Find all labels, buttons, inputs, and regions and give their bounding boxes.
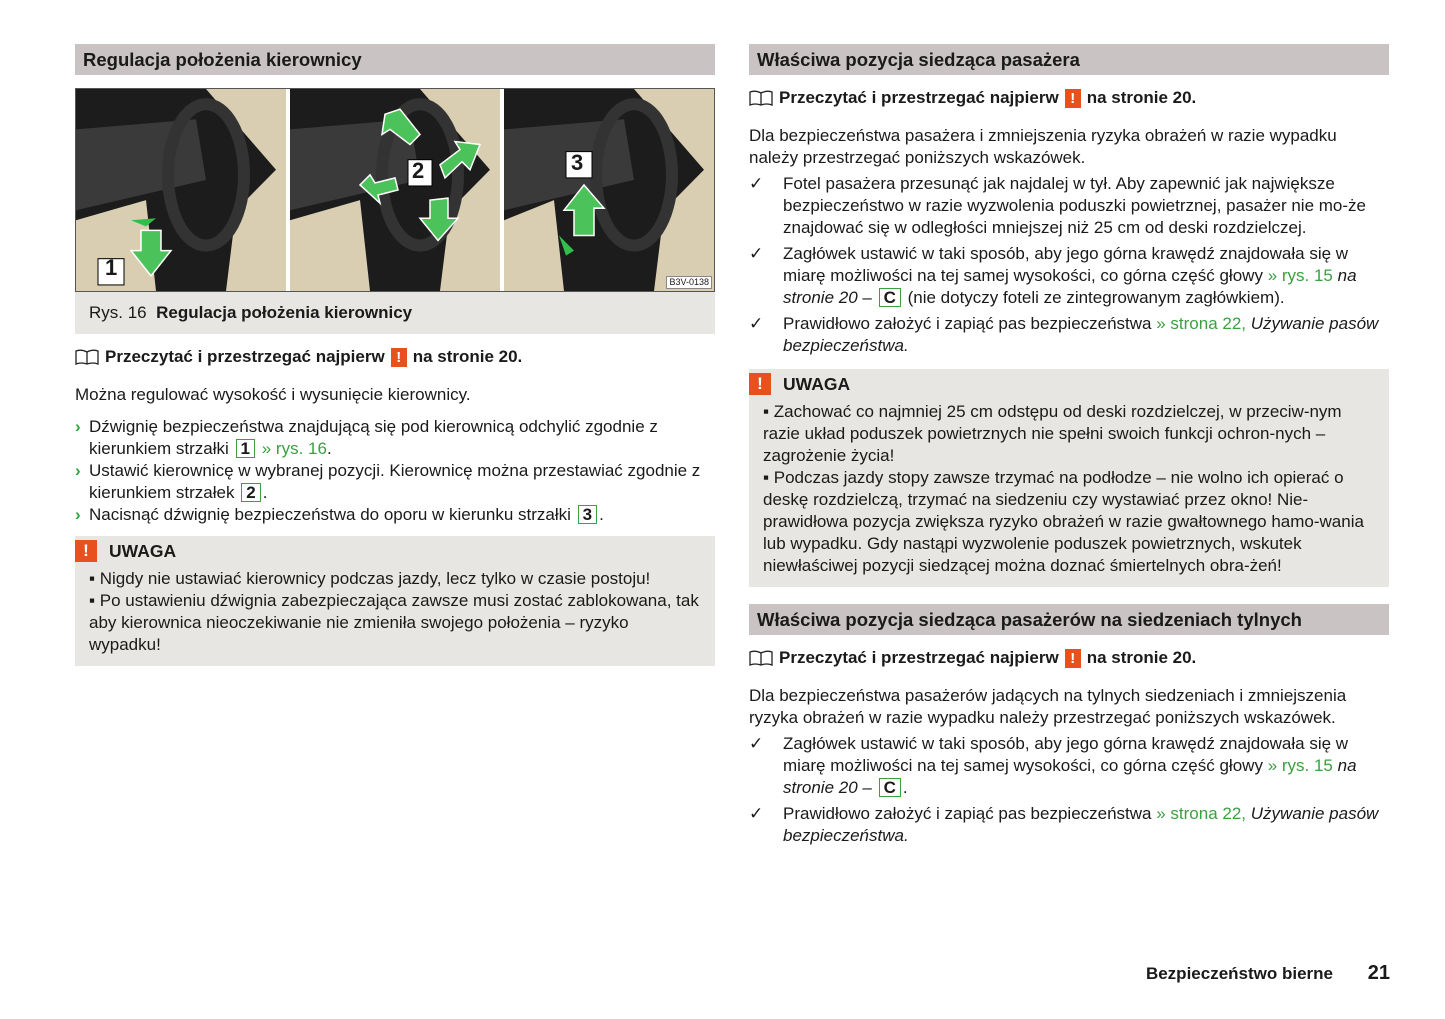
figure-ref-box: C: [879, 778, 901, 797]
read-first-page-link[interactable]: na stronie 20.: [1086, 88, 1197, 107]
figure-panel-1: [76, 89, 286, 291]
right-column: [749, 44, 1389, 847]
check-end: (nie dotyczy foteli ze zintegrowanym zagłówkiem).: [907, 288, 1285, 307]
step-text: Dźwignię bezpieczeństwa znajdującą się pod kierownicą odchylić zgodnie z kierunkiem strzałki: [89, 417, 658, 458]
read-first-text: Przeczytać i przestrzegać najpierw: [779, 88, 1059, 107]
figure-label-1: 1: [105, 255, 118, 280]
footer-section-title: Bezpieczeństwo bierne: [1145, 964, 1334, 983]
read-first-note: [75, 346, 715, 368]
arrow-ref-box: 1: [236, 439, 255, 458]
checkmark-icon: ✓: [749, 804, 764, 823]
steering-figure: [75, 88, 715, 292]
read-first-page-link[interactable]: na stronie 20.: [412, 347, 523, 366]
chevron-icon: ›: [75, 505, 81, 524]
read-first-text: Przeczytać i przestrzegać najpierw: [105, 347, 385, 366]
warning-box: [75, 536, 715, 666]
check-text: Prawidłowo założyć i zapiąć pas bezpieczeństwa: [783, 804, 1152, 823]
steering-illustration-3: [504, 89, 714, 291]
warning-title: UWAGA: [109, 541, 177, 561]
warning-item: ▪ Nigdy nie ustawiać kierownicy podczas jazdy, lecz tylko w czasie postoju!: [89, 569, 651, 588]
check-item: [749, 173, 1389, 239]
arrow-ref-box: 3: [578, 505, 597, 524]
caption-number: Rys. 16: [89, 303, 147, 322]
check-text: Prawidłowo założyć i zapiąć pas bezpieczeństwa: [783, 314, 1152, 333]
chapter-ref: Używanie pasów bezpieczeństwa.: [783, 314, 1379, 355]
step-text: Ustawić kierownicę w wybranej pozycji. Kierownicę można przestawiać zgodnie z kierunkiem strzałek: [89, 461, 701, 502]
warning-item: ▪ Podczas jazdy stopy zawsze trzymać na podłodze – nie wolno ich opierać o deskę rozdzielczą, trzymać na siedzeniu czy wystawiać przez okno! Nie-prawidłowa pozycja zwiększa ryzyko obrażeń w razie gwałtownego hamo-wania lub wypadku. Gdy nastąpi wyzwolenie poduszek powietrznych, wskutek niewłaściwej pozycji siedzącej można doznać śmiertelnych obra-żeń!: [763, 468, 1364, 575]
arrow-ref-box: 2: [241, 483, 260, 502]
intro-text: Dla bezpieczeństwa pasażera i zmniejszenia ryzyka obrażeń w razie wypadku należy przestrzegać poniższych wskazówek.: [749, 126, 1337, 167]
check-item: [749, 803, 1389, 847]
read-first-note: [749, 647, 1389, 669]
figure-link[interactable]: » rys. 16: [261, 439, 327, 458]
checkmark-icon: ✓: [749, 314, 764, 333]
check-text: Zagłówek ustawić w taki sposób, aby jego górna krawędź znajdowała się w miarę możliwości na tej samej wysokości, co górna część głowy: [783, 734, 1349, 775]
step-end: .: [262, 483, 268, 502]
figure-ref-box: C: [879, 288, 901, 307]
checkmark-icon: ✓: [749, 734, 764, 753]
checkmark-icon: ✓: [749, 174, 764, 193]
read-first-text: Przeczytać i przestrzegać najpierw: [779, 648, 1059, 667]
figure-link[interactable]: » rys. 15: [1267, 266, 1333, 285]
check-end: .: [902, 778, 908, 797]
warning-icon: !: [749, 373, 771, 395]
step-end: .: [599, 505, 604, 524]
read-first-note: [749, 87, 1389, 109]
read-first-page-link[interactable]: na stronie 20.: [1086, 648, 1197, 667]
step-item: [75, 460, 715, 504]
figure-label-2: 2: [412, 158, 425, 183]
book-icon: [749, 90, 773, 106]
page-footer: [1146, 962, 1390, 985]
left-column: [75, 44, 715, 666]
warning-icon: !: [391, 348, 407, 367]
section-title: Właściwa pozycja siedząca pasażera: [749, 44, 1389, 75]
check-item: [749, 313, 1389, 357]
checkmark-icon: ✓: [749, 244, 764, 263]
section-title: Regulacja położenia kierownicy: [75, 44, 715, 75]
warning-item: ▪ Zachować co najmniej 25 cm odstępu od deski rozdzielczej, w przeciw-nym razie układ poduszek powietrznych nie spełni swoich funkcji ochron-nych – zagrożenie życia!: [763, 402, 1342, 465]
step-text: Nacisnąć dźwignię bezpieczeństwa do oporu w kierunku strzałki: [89, 505, 571, 524]
warning-item: ▪ Po ustawieniu dźwignia zabezpieczająca zawsze musi zostać zablokowana, tak aby kierownica nieoczekiwanie nie zmieniła swojego położenia – ryzyko wypadku!: [89, 591, 699, 654]
warning-icon: !: [75, 540, 97, 562]
check-item: [749, 733, 1389, 799]
steering-illustration-2: [290, 89, 500, 291]
intro-text: Można regulować wysokość i wysunięcie kierownicy.: [75, 385, 471, 404]
chevron-icon: ›: [75, 417, 81, 436]
figure-panel-2: [290, 89, 500, 291]
section-title: Właściwa pozycja siedząca pasażerów na siedzeniach tylnych: [749, 604, 1389, 635]
chapter-ref: Używanie pasów bezpieczeństwa.: [783, 804, 1379, 845]
warning-box: [749, 369, 1389, 587]
book-icon: [749, 650, 773, 666]
figure-link[interactable]: » rys. 15: [1267, 756, 1333, 775]
page-number: 21: [1367, 962, 1390, 984]
check-text: Fotel pasażera przesunąć jak najdalej w tył. Aby zapewnić jak największe bezpieczeństwo w razie wyzwolenia poduszki powietrznej, pasażer nie mo-że znajdować się w odległości mniejszej niż 25 cm od deski rozdzielczej.: [783, 174, 1366, 237]
figure-code: B3V-0138: [666, 276, 712, 289]
figure-label-3: 3: [571, 150, 584, 175]
step-end: .: [326, 439, 332, 458]
step-item: [75, 504, 715, 526]
figure-caption: [75, 292, 715, 334]
caption-title: Regulacja położenia kierownicy: [156, 303, 413, 322]
step-item: [75, 416, 715, 460]
warning-title: UWAGA: [783, 374, 851, 394]
figure-panel-3: [504, 89, 714, 291]
warning-icon: !: [1065, 89, 1081, 108]
page-ref: na stronie 20 –: [783, 266, 1357, 307]
warning-icon: !: [1065, 649, 1081, 668]
check-item: [749, 243, 1389, 309]
steps-list: [75, 416, 715, 526]
check-text: Zagłówek ustawić w taki sposób, aby jego górna krawędź znajdowała się w miarę możliwości na tej samej wysokości, co górna część głowy: [783, 244, 1349, 285]
intro-text: Dla bezpieczeństwa pasażerów jadących na tylnych siedzeniach i zmniejszenia ryzyka obrażeń w razie wypadku należy przestrzegać poniższych wskazówek.: [749, 686, 1347, 727]
book-icon: [75, 349, 99, 365]
page-link[interactable]: » strona 22,: [1156, 314, 1247, 333]
page-link[interactable]: » strona 22,: [1156, 804, 1247, 823]
page-ref: na stronie 20 –: [783, 756, 1357, 797]
chevron-icon: ›: [75, 461, 81, 480]
